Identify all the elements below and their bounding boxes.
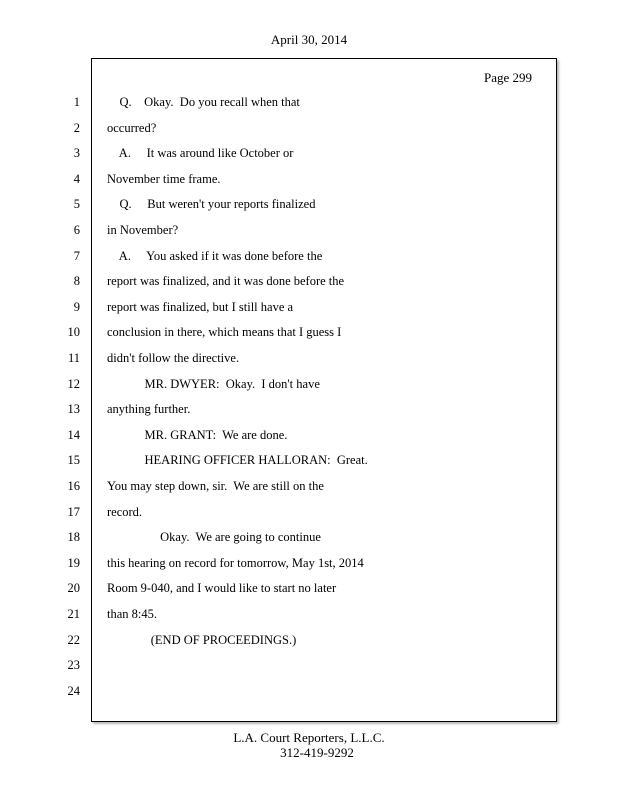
line-text: Q. But weren't your reports finalized bbox=[107, 197, 316, 212]
line-number: 22 bbox=[67, 632, 80, 647]
line-text: Room 9-040, and I would like to start no later bbox=[107, 581, 337, 596]
line-number: 14 bbox=[67, 427, 80, 442]
transcript-line bbox=[0, 118, 618, 138]
transcript-line bbox=[0, 476, 618, 496]
line-number: 10 bbox=[67, 325, 80, 340]
line-number: 15 bbox=[67, 453, 80, 468]
line-number: 5 bbox=[73, 197, 80, 212]
line-text: than 8:45. bbox=[107, 607, 157, 621]
transcript-line bbox=[0, 194, 618, 214]
line-text: Okay. We are going to continue bbox=[107, 530, 321, 545]
line-number: 6 bbox=[73, 223, 80, 237]
line-number: 19 bbox=[67, 555, 80, 570]
transcript-line bbox=[0, 143, 618, 163]
line-number: 23 bbox=[67, 658, 80, 673]
line-text: didn't follow the directive. bbox=[107, 351, 240, 365]
transcript-line bbox=[0, 655, 618, 675]
line-text: report was finalized, but I still have a bbox=[107, 299, 294, 314]
line-text: HEARING OFFICER HALLORAN: Great. bbox=[107, 453, 368, 468]
line-text: Q. Okay. Do you recall when that bbox=[107, 95, 300, 109]
transcript-line bbox=[0, 246, 618, 266]
line-text: You may step down, sir. We are still on the bbox=[107, 479, 324, 493]
line-number: 8 bbox=[73, 274, 80, 289]
line-number: 17 bbox=[67, 504, 80, 519]
transcript-line bbox=[0, 399, 618, 419]
transcript-line bbox=[0, 348, 618, 368]
line-number: 18 bbox=[67, 530, 80, 545]
line-text: November time frame. bbox=[107, 171, 221, 186]
transcript-line bbox=[0, 220, 618, 240]
line-number: 7 bbox=[73, 248, 80, 263]
line-text: anything further. bbox=[107, 402, 191, 417]
transcript-line bbox=[0, 681, 618, 701]
transcript-line bbox=[0, 578, 618, 598]
transcript-line bbox=[0, 92, 618, 112]
transcript-line bbox=[0, 450, 618, 470]
transcript-line bbox=[0, 553, 618, 573]
transcript-line bbox=[0, 374, 618, 394]
transcript-line bbox=[0, 425, 618, 445]
transcript-line bbox=[0, 630, 618, 650]
line-number: 2 bbox=[73, 120, 80, 135]
transcript-line bbox=[0, 169, 618, 189]
transcript-line bbox=[0, 297, 618, 317]
transcript-line bbox=[0, 527, 618, 547]
line-text: report was finalized, and it was done before the bbox=[107, 274, 345, 289]
line-text: conclusion in there, which means that I guess I bbox=[107, 325, 342, 340]
line-number: 11 bbox=[67, 351, 80, 365]
line-text: in November? bbox=[107, 223, 179, 237]
line-text: A. You asked if it was done before the bbox=[107, 248, 323, 263]
line-number: 20 bbox=[67, 581, 80, 596]
line-text: this hearing on record for tomorrow, May 1st, 2014 bbox=[107, 555, 364, 570]
line-text: MR. GRANT: We are done. bbox=[107, 427, 288, 442]
line-number: 12 bbox=[67, 376, 80, 391]
transcript-line bbox=[0, 271, 618, 291]
line-number: 16 bbox=[67, 479, 80, 493]
footer-phone: 312-419-9292 bbox=[280, 745, 354, 760]
line-number: 9 bbox=[73, 299, 80, 314]
line-number: 21 bbox=[67, 607, 80, 621]
line-text: occurred? bbox=[107, 120, 157, 135]
footer-company: L.A. Court Reporters, L.L.C. bbox=[233, 730, 385, 745]
line-text: record. bbox=[107, 504, 143, 519]
line-text: MR. DWYER: Okay. I don't have bbox=[107, 376, 320, 391]
line-number: 1 bbox=[73, 95, 80, 109]
line-number: 4 bbox=[73, 171, 80, 186]
header-date: April 30, 2014 bbox=[270, 32, 348, 47]
page-number: Page 299 bbox=[483, 70, 532, 85]
line-text: A. It was around like October or bbox=[107, 146, 294, 161]
transcript-line bbox=[0, 322, 618, 342]
transcript-line bbox=[0, 604, 618, 624]
line-number: 3 bbox=[73, 146, 80, 161]
line-number: 13 bbox=[67, 402, 80, 417]
line-text: (END OF PROCEEDINGS.) bbox=[107, 632, 297, 647]
line-number: 24 bbox=[67, 683, 80, 698]
transcript-line bbox=[0, 502, 618, 522]
